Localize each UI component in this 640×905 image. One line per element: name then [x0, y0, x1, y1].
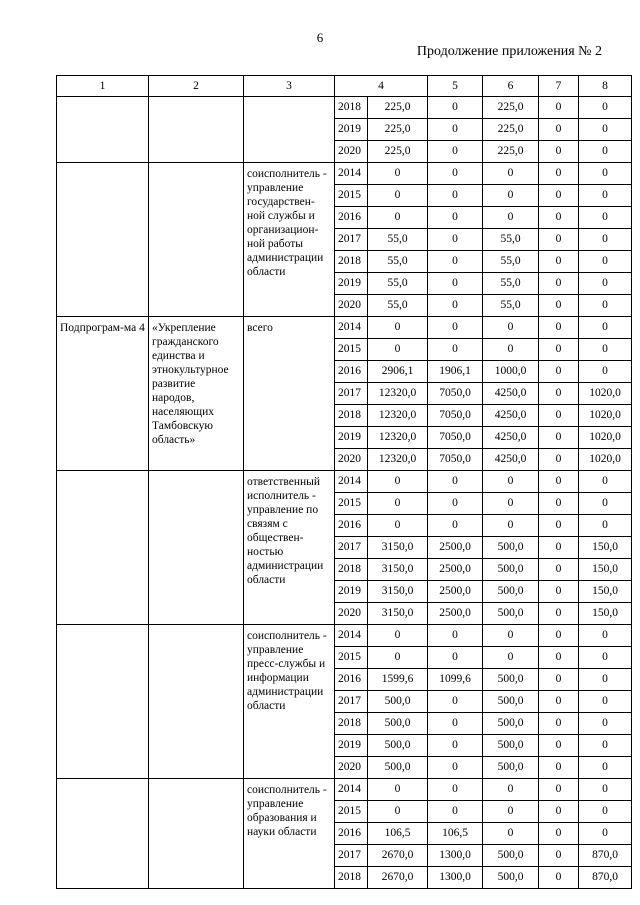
- year-cell: 2014: [335, 163, 368, 185]
- value-cell: 106,5: [368, 823, 428, 845]
- value-cell: 0: [539, 383, 579, 405]
- value-cell: 0: [579, 625, 632, 647]
- value-cell: 1000,0: [483, 361, 539, 383]
- value-cell: 0: [428, 251, 483, 273]
- table-row: [57, 317, 632, 339]
- value-cell: 0: [368, 779, 428, 801]
- value-cell: 0: [483, 779, 539, 801]
- value-cell: 0: [368, 471, 428, 493]
- value-cell: 0: [539, 757, 579, 779]
- value-cell: 225,0: [368, 97, 428, 119]
- value-cell: 1020,0: [579, 405, 632, 427]
- value-cell: 0: [579, 801, 632, 823]
- program-cell: Подпрограм-ма 4: [57, 317, 149, 471]
- value-cell: 500,0: [483, 735, 539, 757]
- year-cell: 2017: [335, 691, 368, 713]
- value-cell: 2670,0: [368, 867, 428, 889]
- table-row: [57, 163, 632, 185]
- value-cell: 0: [539, 185, 579, 207]
- table-row: [57, 471, 632, 493]
- year-cell: 2016: [335, 669, 368, 691]
- value-cell: 500,0: [483, 537, 539, 559]
- year-cell: 2019: [335, 735, 368, 757]
- value-cell: 4250,0: [483, 427, 539, 449]
- year-cell: 2019: [335, 119, 368, 141]
- value-cell: 0: [428, 163, 483, 185]
- value-cell: 870,0: [579, 867, 632, 889]
- value-cell: 12320,0: [368, 427, 428, 449]
- value-cell: 3150,0: [368, 581, 428, 603]
- value-cell: 0: [483, 823, 539, 845]
- year-cell: 2017: [335, 383, 368, 405]
- value-cell: 3150,0: [368, 537, 428, 559]
- executor-cell: соисполнитель - управление пресс-службы и информации администрации области: [244, 625, 335, 779]
- name-cell: [149, 625, 244, 779]
- header-cell: 5: [428, 76, 483, 97]
- value-cell: 0: [428, 691, 483, 713]
- value-cell: 0: [483, 339, 539, 361]
- year-cell: 2017: [335, 229, 368, 251]
- value-cell: 1020,0: [579, 383, 632, 405]
- year-cell: 2018: [335, 97, 368, 119]
- value-cell: 0: [428, 625, 483, 647]
- year-cell: 2016: [335, 823, 368, 845]
- value-cell: 0: [428, 515, 483, 537]
- value-cell: 150,0: [579, 559, 632, 581]
- value-cell: 0: [483, 801, 539, 823]
- value-cell: 0: [368, 317, 428, 339]
- year-cell: 2017: [335, 845, 368, 867]
- year-cell: 2016: [335, 515, 368, 537]
- value-cell: 0: [428, 273, 483, 295]
- page-number: 6: [316, 30, 324, 45]
- value-cell: 0: [483, 317, 539, 339]
- value-cell: 500,0: [483, 845, 539, 867]
- value-cell: 0: [368, 163, 428, 185]
- value-cell: 0: [483, 647, 539, 669]
- value-cell: 4250,0: [483, 449, 539, 471]
- value-cell: 0: [428, 141, 483, 163]
- value-cell: 0: [539, 295, 579, 317]
- value-cell: 0: [539, 427, 579, 449]
- value-cell: 225,0: [483, 119, 539, 141]
- value-cell: 225,0: [483, 97, 539, 119]
- value-cell: 0: [539, 317, 579, 339]
- year-cell: 2014: [335, 471, 368, 493]
- value-cell: 0: [579, 669, 632, 691]
- value-cell: 500,0: [368, 691, 428, 713]
- year-cell: 2014: [335, 317, 368, 339]
- value-cell: 225,0: [368, 119, 428, 141]
- value-cell: 0: [483, 207, 539, 229]
- value-cell: 1599,6: [368, 669, 428, 691]
- value-cell: 0: [579, 471, 632, 493]
- value-cell: 4250,0: [483, 383, 539, 405]
- program-cell: [57, 163, 149, 317]
- value-cell: 0: [539, 801, 579, 823]
- name-cell: [149, 471, 244, 625]
- value-cell: 7050,0: [428, 427, 483, 449]
- value-cell: 0: [483, 625, 539, 647]
- value-cell: 0: [428, 185, 483, 207]
- value-cell: 500,0: [483, 669, 539, 691]
- value-cell: 55,0: [368, 273, 428, 295]
- value-cell: 2670,0: [368, 845, 428, 867]
- executor-cell: соисполнитель - управление образования и науки области: [244, 779, 335, 889]
- value-cell: 0: [579, 493, 632, 515]
- value-cell: 0: [539, 471, 579, 493]
- value-cell: 0: [539, 603, 579, 625]
- program-cell: [57, 625, 149, 779]
- value-cell: 1906,1: [428, 361, 483, 383]
- header-row: [57, 76, 632, 97]
- table-row: [57, 625, 632, 647]
- value-cell: 0: [539, 823, 579, 845]
- header-cell: 2: [149, 76, 244, 97]
- year-cell: 2018: [335, 713, 368, 735]
- name-cell: «Укрепление гражданского единства и этнокультурное развитие народов, населяющих Тамбовскую область»: [149, 317, 244, 471]
- year-cell: 2015: [335, 339, 368, 361]
- value-cell: 0: [539, 449, 579, 471]
- value-cell: 0: [579, 757, 632, 779]
- value-cell: 0: [539, 713, 579, 735]
- value-cell: 0: [579, 97, 632, 119]
- name-cell: [149, 779, 244, 889]
- value-cell: 0: [428, 295, 483, 317]
- value-cell: 0: [579, 163, 632, 185]
- value-cell: 0: [579, 317, 632, 339]
- value-cell: 500,0: [483, 713, 539, 735]
- value-cell: 0: [428, 801, 483, 823]
- value-cell: 0: [579, 713, 632, 735]
- year-cell: 2018: [335, 251, 368, 273]
- value-cell: 150,0: [579, 603, 632, 625]
- year-cell: 2018: [335, 559, 368, 581]
- value-cell: 0: [428, 119, 483, 141]
- value-cell: 0: [368, 515, 428, 537]
- value-cell: 0: [539, 163, 579, 185]
- executor-cell: соисполнитель - управление государствен-ной службы и организацион-ной работы администрации области: [244, 163, 335, 317]
- value-cell: 2500,0: [428, 537, 483, 559]
- header-cell: 6: [483, 76, 539, 97]
- executor-cell: ответственный исполнитель - управление по связям с обществен-ностью администрации области: [244, 471, 335, 625]
- value-cell: 55,0: [368, 251, 428, 273]
- value-cell: 225,0: [368, 141, 428, 163]
- year-cell: 2019: [335, 273, 368, 295]
- value-cell: 55,0: [483, 251, 539, 273]
- value-cell: 1300,0: [428, 867, 483, 889]
- value-cell: 0: [539, 845, 579, 867]
- value-cell: 0: [539, 405, 579, 427]
- header-cell: 8: [579, 76, 632, 97]
- value-cell: 0: [539, 867, 579, 889]
- value-cell: 870,0: [579, 845, 632, 867]
- year-cell: 2017: [335, 537, 368, 559]
- value-cell: 0: [368, 493, 428, 515]
- value-cell: 12320,0: [368, 383, 428, 405]
- value-cell: 0: [368, 185, 428, 207]
- header-cell: 1: [57, 76, 149, 97]
- value-cell: 55,0: [483, 273, 539, 295]
- value-cell: 500,0: [368, 713, 428, 735]
- value-cell: 4250,0: [483, 405, 539, 427]
- value-cell: 500,0: [483, 603, 539, 625]
- value-cell: 0: [579, 691, 632, 713]
- value-cell: 7050,0: [428, 383, 483, 405]
- year-cell: 2015: [335, 185, 368, 207]
- value-cell: 0: [428, 339, 483, 361]
- value-cell: 0: [428, 229, 483, 251]
- value-cell: 500,0: [483, 581, 539, 603]
- value-cell: 0: [428, 757, 483, 779]
- value-cell: 0: [539, 669, 579, 691]
- value-cell: 0: [539, 97, 579, 119]
- value-cell: 0: [368, 647, 428, 669]
- table-row: [57, 97, 632, 119]
- value-cell: 500,0: [483, 867, 539, 889]
- value-cell: 55,0: [368, 229, 428, 251]
- value-cell: 12320,0: [368, 405, 428, 427]
- continuation-caption: Продолжение приложения № 2: [416, 44, 602, 59]
- program-cell: [57, 779, 149, 889]
- value-cell: 2500,0: [428, 581, 483, 603]
- value-cell: 150,0: [579, 581, 632, 603]
- value-cell: 0: [539, 515, 579, 537]
- year-cell: 2016: [335, 207, 368, 229]
- program-cell: [57, 471, 149, 625]
- value-cell: 0: [579, 779, 632, 801]
- year-cell: 2020: [335, 449, 368, 471]
- value-cell: 0: [539, 647, 579, 669]
- value-cell: 0: [368, 625, 428, 647]
- value-cell: 0: [368, 801, 428, 823]
- value-cell: 2500,0: [428, 603, 483, 625]
- value-cell: 500,0: [483, 691, 539, 713]
- name-cell: [149, 163, 244, 317]
- value-cell: 0: [539, 691, 579, 713]
- year-cell: 2018: [335, 867, 368, 889]
- value-cell: 1300,0: [428, 845, 483, 867]
- value-cell: 0: [539, 361, 579, 383]
- value-cell: 0: [539, 537, 579, 559]
- value-cell: 0: [579, 229, 632, 251]
- value-cell: 1020,0: [579, 449, 632, 471]
- value-cell: 0: [539, 779, 579, 801]
- value-cell: 0: [483, 493, 539, 515]
- value-cell: 0: [539, 251, 579, 273]
- value-cell: 0: [539, 559, 579, 581]
- value-cell: 0: [539, 273, 579, 295]
- value-cell: 0: [579, 185, 632, 207]
- year-cell: 2020: [335, 757, 368, 779]
- value-cell: 500,0: [368, 735, 428, 757]
- value-cell: 0: [579, 207, 632, 229]
- year-cell: 2020: [335, 603, 368, 625]
- value-cell: 0: [539, 119, 579, 141]
- year-cell: 2015: [335, 801, 368, 823]
- value-cell: 225,0: [483, 141, 539, 163]
- value-cell: 0: [539, 581, 579, 603]
- value-cell: 12320,0: [368, 449, 428, 471]
- year-cell: 2020: [335, 295, 368, 317]
- year-cell: 2014: [335, 625, 368, 647]
- value-cell: 0: [428, 97, 483, 119]
- value-cell: 0: [368, 339, 428, 361]
- value-cell: 0: [579, 823, 632, 845]
- year-cell: 2019: [335, 581, 368, 603]
- value-cell: 0: [579, 735, 632, 757]
- value-cell: 3150,0: [368, 559, 428, 581]
- value-cell: 500,0: [368, 757, 428, 779]
- value-cell: 0: [539, 141, 579, 163]
- value-cell: 0: [483, 185, 539, 207]
- value-cell: 0: [428, 779, 483, 801]
- year-cell: 2020: [335, 141, 368, 163]
- value-cell: 0: [539, 339, 579, 361]
- value-cell: 55,0: [483, 295, 539, 317]
- year-cell: 2015: [335, 647, 368, 669]
- value-cell: 0: [579, 361, 632, 383]
- value-cell: 0: [579, 141, 632, 163]
- executor-cell: всего: [244, 317, 335, 471]
- value-cell: 1020,0: [579, 427, 632, 449]
- budget-table: [56, 75, 632, 889]
- value-cell: 0: [579, 251, 632, 273]
- header-cell: 3: [244, 76, 335, 97]
- value-cell: 500,0: [483, 559, 539, 581]
- value-cell: 0: [483, 515, 539, 537]
- value-cell: 0: [428, 493, 483, 515]
- value-cell: 0: [483, 163, 539, 185]
- value-cell: 0: [483, 471, 539, 493]
- value-cell: 0: [428, 317, 483, 339]
- year-cell: 2015: [335, 493, 368, 515]
- value-cell: 7050,0: [428, 449, 483, 471]
- table-row: [57, 779, 632, 801]
- value-cell: 500,0: [483, 757, 539, 779]
- value-cell: 0: [579, 339, 632, 361]
- header-cell: 7: [539, 76, 579, 97]
- value-cell: 2906,1: [368, 361, 428, 383]
- value-cell: 0: [579, 515, 632, 537]
- value-cell: 0: [539, 229, 579, 251]
- name-cell: [149, 97, 244, 163]
- value-cell: 0: [579, 273, 632, 295]
- value-cell: 1099,6: [428, 669, 483, 691]
- value-cell: 0: [539, 735, 579, 757]
- value-cell: 0: [428, 713, 483, 735]
- value-cell: 55,0: [368, 295, 428, 317]
- value-cell: 0: [539, 207, 579, 229]
- year-cell: 2014: [335, 779, 368, 801]
- year-cell: 2016: [335, 361, 368, 383]
- value-cell: 0: [579, 119, 632, 141]
- value-cell: 0: [368, 207, 428, 229]
- value-cell: 2500,0: [428, 559, 483, 581]
- value-cell: 3150,0: [368, 603, 428, 625]
- value-cell: 106,5: [428, 823, 483, 845]
- value-cell: 55,0: [483, 229, 539, 251]
- value-cell: 7050,0: [428, 405, 483, 427]
- value-cell: 0: [428, 735, 483, 757]
- value-cell: 0: [428, 471, 483, 493]
- year-cell: 2019: [335, 427, 368, 449]
- value-cell: 0: [428, 207, 483, 229]
- value-cell: 0: [579, 295, 632, 317]
- value-cell: 0: [579, 647, 632, 669]
- executor-cell: [244, 97, 335, 163]
- value-cell: 0: [539, 493, 579, 515]
- value-cell: 150,0: [579, 537, 632, 559]
- header-cell: 4: [335, 76, 428, 97]
- program-cell: [57, 97, 149, 163]
- value-cell: 0: [428, 647, 483, 669]
- value-cell: 0: [539, 625, 579, 647]
- year-cell: 2018: [335, 405, 368, 427]
